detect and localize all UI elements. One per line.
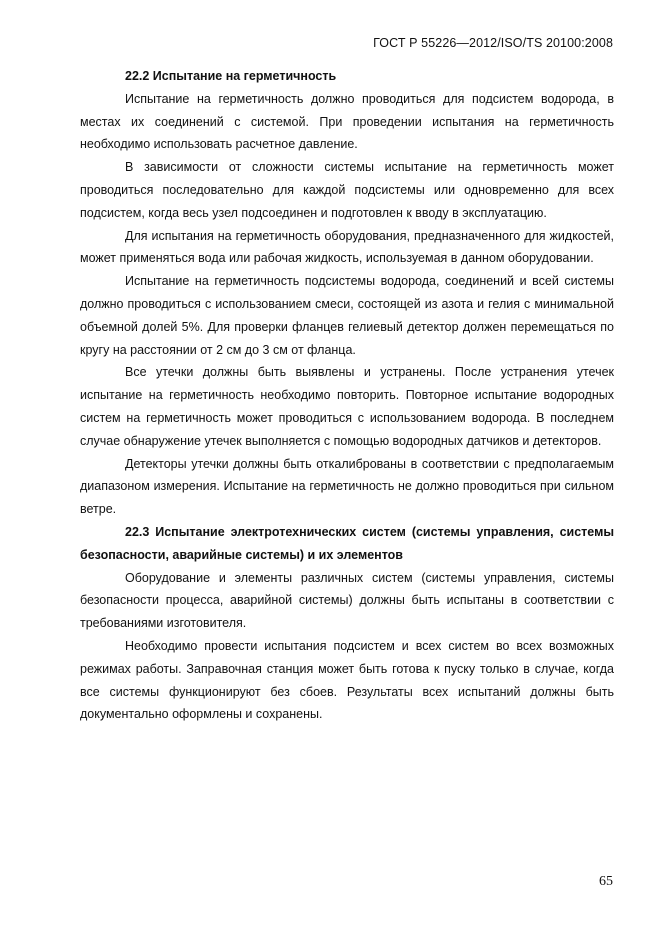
standard-header: ГОСТ Р 55226—2012/ISO/TS 20100:2008 bbox=[373, 36, 613, 50]
section-22-2-paragraph-2: В зависимости от сложности системы испытание на герметичность может проводиться последовательно для каждой подсистемы или одновременно для всех подсистем, когда весь узел подсоединен и подготовлен к вводу в эксплуатацию. bbox=[80, 160, 614, 220]
section-22-3-title: 22.3 Испытание электротехнических систем (системы управления, системы безопасности, аварийные системы) и их элементов bbox=[80, 524, 614, 562]
section-22-2-paragraph-6: Детекторы утечки должны быть откалиброваны в соответствии с предполагаемым диапазоном измерения. Испытание на герметичность не должно проводиться при сильном ветре. bbox=[80, 456, 614, 517]
section-22-3-paragraph-2: Необходимо провести испытания подсистем и всех систем во всех возможных режимах работы. Заправочная станция может быть готова к пуску только в случае, когда все системы функционируют без сбоев. Результаты всех испытаний должны быть документально оформлены и сохранены. bbox=[80, 638, 614, 722]
page-number: 65 bbox=[599, 874, 613, 889]
section-22-2-paragraph-3: Для испытания на герметичность оборудования, предназначенного для жидкостей, может применяться вода или рабочая жидкость, используемая в данном оборудовании. bbox=[80, 228, 614, 266]
section-22-2-title: 22.2 Испытание на герметичность bbox=[125, 69, 337, 83]
section-22-2-paragraph-1: Испытание на герметичность должно проводиться для подсистем водорода, в местах их соединений с системой. При проведении испытания на герметичность необходимо использовать расчетное давление. bbox=[80, 91, 614, 152]
document-body bbox=[80, 65, 614, 726]
section-22-2-paragraph-4: Испытание на герметичность подсистемы водорода, соединений и всей системы должно проводиться с использованием смеси, состоящей из азота и гелия с минимальной объемной долей 5%. Для проверки фланцев гелиевый детектор должен перемещаться по кругу на расстоянии от 2 см до 3 см от фланца. bbox=[80, 274, 614, 357]
section-22-2-paragraph-5: Все утечки должны быть выявлены и устранены. После устранения утечек испытание на герметичность необходимо повторить. Повторное испытание водородных систем на герметичность может проводиться с использованием водорода. В последнем случае обнаружение утечек выполняется с помощью водородных датчиков и детекторов. bbox=[80, 365, 614, 448]
section-22-3-paragraph-1: Оборудование и элементы различных систем (системы управления, системы безопасности процесса, аварийной системы) должны быть испытаны в соответствии с требованиями изготовителя. bbox=[80, 570, 614, 631]
